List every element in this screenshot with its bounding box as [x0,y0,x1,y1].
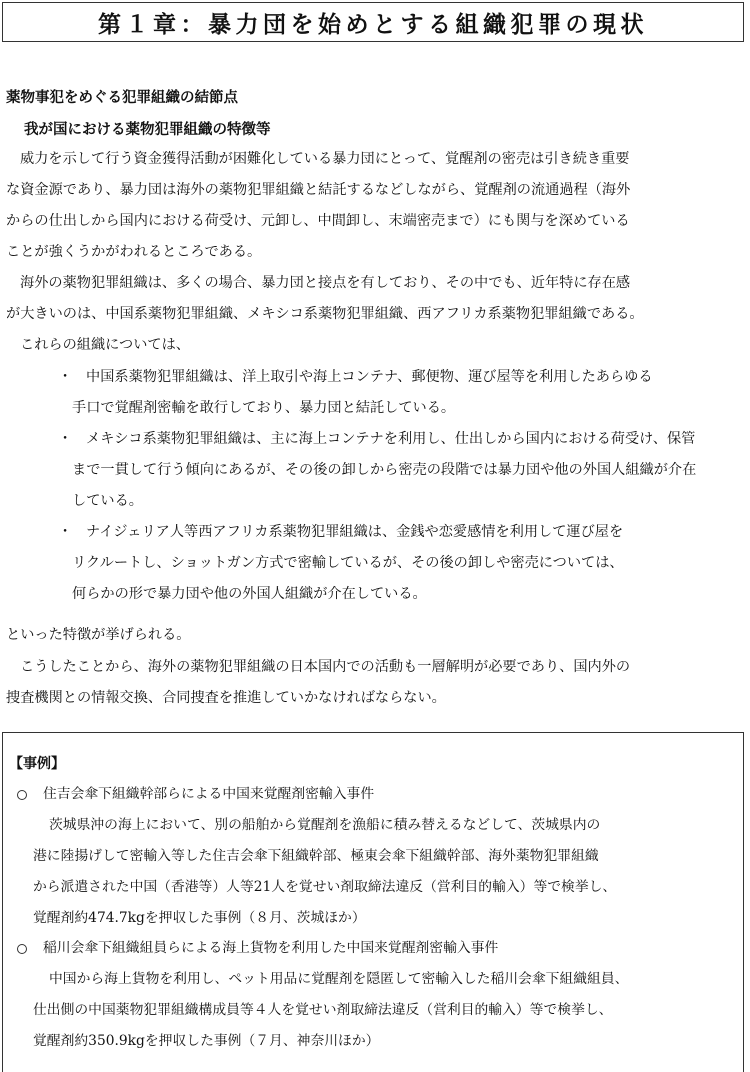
case-title-row [9,933,735,964]
paragraph-line: 海外の薬物犯罪組織は、多くの場合、暴力団と接点を有しており、その中でも、近年特に存在感 [20,275,631,291]
paragraph-line: が大きいのは、中国系薬物犯罪組織、メキシコ系薬物犯罪組織、西アフリカ系薬物犯罪組織である。 [6,306,644,322]
paragraph-1 [6,144,736,268]
paragraph-4: といった特徴が挙げられる。 [6,627,191,643]
case-body [9,810,735,934]
bullet-line: リクルートし、ショットガン方式で密輸しているが、その後の卸しや密売については、 [72,555,624,571]
case-line: 港に陸揚げして密輸入等した住吉会傘下組織幹部、極東会傘下組織幹部、海外薬物犯罪組織 [33,848,599,864]
bullet-mark: ・ [58,431,73,447]
case-line: 覚醒剤約474.7kgを押収した事例（８月、茨城ほか） [33,910,366,926]
bullet-line: まで一貫して行う傾向にあるが、その後の卸しから密売の段階では暴力団や他の外国人組織が介在 [72,462,697,478]
bullet-line: 中国系薬物犯罪組織は、洋上取引や海上コンテナ、郵便物、運び屋等を利用したあらゆる [86,369,653,385]
paragraph-line: 捜査機関との情報交換、合同捜査を推進していかなければならない。 [6,690,446,706]
case-title: 稲川会傘下組織組員らによる海上貨物を利用した中国来覚醒剤密輸入事件 [43,940,499,956]
section-heading: 薬物事犯をめぐる犯罪組織の結節点 [6,90,238,106]
circle-bullet-icon [17,944,27,954]
case-item [9,933,735,1057]
bullet-item-west-african [56,517,738,610]
bullet-mark: ・ [58,369,73,385]
case-title: 住吉会傘下組織幹部らによる中国来覚醒剤密輸入事件 [43,786,375,802]
bullet-mark: ・ [58,524,73,540]
bullet-item-chinese [56,362,738,424]
bullet-line: している。 [72,493,143,509]
subsection-heading: 我が国における薬物犯罪組織の特徴等 [24,122,271,138]
paragraph-2 [6,268,746,330]
paragraph-line: からの仕出しから国内における荷受け、元卸し、中間卸し、末端密売まで）にも関与を深めている [6,213,630,229]
paragraph-line: ことが強くうかがわれるところである。 [6,244,262,260]
bullet-line: 何らかの形で暴力団や他の外国人組織が介在している。 [72,586,427,602]
case-line: 仕出側の中国薬物犯罪組織構成員等４人を覚せい剤取締法違反（営利目的輸入）等で検挙し、 [33,1002,613,1018]
case-body [9,964,735,1057]
bullet-line: 手口で覚醒剤密輸を敢行しており、暴力団と結託している。 [72,400,456,416]
paragraph-line: な資金源であり、暴力団は海外の薬物犯罪組織と結託するなどしながら、覚醒剤の流通過程（海外 [6,182,631,198]
case-examples-box [2,732,744,1072]
case-line: 中国から海上貨物を利用し、ペット用品に覚醒剤を隠匿して密輸入した稲川会傘下組織組員、 [49,971,629,987]
case-title-row [9,779,735,810]
case-heading: 【事例】 [9,756,65,772]
bullet-line: ナイジェリア人等西アフリカ系薬物犯罪組織は、金銭や恋愛感情を利用して運び屋を [86,524,624,540]
case-line: 茨城県沖の海上において、別の船舶から覚醒剤を漁船に積み替えるなどして、茨城県内の [49,817,601,833]
bullet-line: メキシコ系薬物犯罪組織は、主に海上コンテナを利用し、仕出しから国内における荷受け、保管 [86,431,696,447]
paragraph-line: 威力を示して行う資金獲得活動が困難化している暴力団にとって、覚醒剤の密売は引き続き重要 [20,151,630,167]
case-item [9,779,735,934]
paragraph-5 [6,652,742,714]
bullet-item-mexican [56,424,738,517]
case-line: 覚醒剤約350.9kgを押収した事例（７月、神奈川ほか） [33,1033,380,1049]
bullet-list [56,362,738,610]
chapter-title-box [2,2,744,42]
chapter-title: 第１章：暴力団を始めとする組織犯罪の現状 [98,11,648,38]
case-line: から派遣された中国（香港等）人等21人を覚せい剤取締法違反（営利目的輸入）等で検挙し、 [33,879,617,895]
paragraph-line: こうしたことから、海外の薬物犯罪組織の日本国内での活動も一層解明が必要であり、国内外の [20,659,631,675]
circle-bullet-icon [17,790,27,800]
paragraph-3: これらの組織については、 [20,337,190,353]
